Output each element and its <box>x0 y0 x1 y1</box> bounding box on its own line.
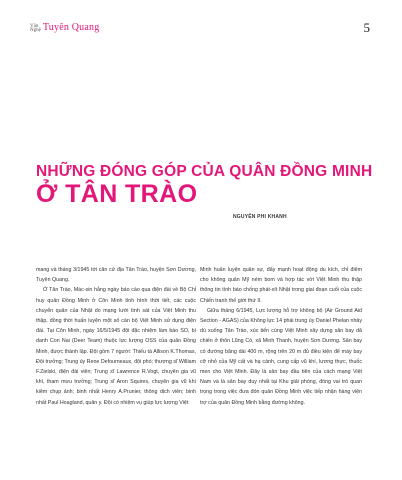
masthead <box>30 22 99 33</box>
article-title-line1: NHỮNG ĐÓNG GÓP CỦA QUÂN ĐỒNG MINH <box>36 163 373 180</box>
article-author: NGUYỄN PHI KHANH <box>233 214 287 220</box>
masthead-small-top: Văn <box>30 24 39 29</box>
masthead-small-text <box>30 25 41 33</box>
article-title-line2: Ở TÂN TRÀO <box>36 180 198 208</box>
paragraph: Ở Tân Trào, Mác-sin hằng ngày báo cáo qua điện đài về Bộ Chỉ huy quân Đồng Minh ở Côn Minh tình hình thời tiết, các cuộc chuyển quân của Nhật do mạng lưới tình sát của Việt Minh thu thập, đồng thời huấn luyện một số cán bộ Việt Minh sử dụng điện đài. Tại Côn Minh, ngày 16/5/1945 đội đặc nhiệm làm báo SO, bí danh Con Nai (Deer Team) thuộc lực lượng OSS của quân Đồng Minh, được thành lập. Đội gồm 7 người: Thiếu tá Allison K.Thomas, Đội trưởng; Trung úy Rene Defourneaux, đội phó; thượng sĩ William F.Zielski, điện đài viên; Trung sĩ Lawrence R.Vogt, chuyên gia vũ khí, tham mưu trưởng; Trung sĩ Aron Squires, chuyên gia vũ khí kiêm chụp ảnh; binh nhất Henry A.Prunier, thông dịch viên; binh nhất Paul Hoagland, quân y. Đội có nhiệm vụ giúp lực lượng Việt <box>36 287 196 406</box>
masthead-name: Tuyên Quang <box>42 22 100 33</box>
paragraph: Giữa tháng 6/1945, Lực lượng hỗ trợ không bộ (Air Ground Aid Section - AGAS) của Không lực 14 phái trung úy Daniel Phelan nhảy dù xuống Tân Trào, xúc tiến cùng Việt Minh xây dựng sân bay dã chiến ở thôn Lũng Cò, xã Minh Thanh, huyện Sơn Dương. Sân bay có đường băng dài 400 m, rộng trên 20 m đủ điều kiện để máy bay cỡ nhỏ của Mỹ cất và hạ cánh, cung cấp vũ khí, lương thực, thuốc men cho Việt Minh. Đây là sân bay đầu tiên của cách mạng Việt Nam và là sân bay duy nhất tại Khu giải phóng, đóng vai trò quan trọng trong việc đưa đón quân Đồng Minh việc tiếp nhận hàng viện trợ của quân Đồng Minh bằng đường không. <box>200 307 362 406</box>
page-number: 5 <box>363 20 370 35</box>
paragraph: mang và tháng 3/1945 tới căn cứ địa Tân Trào, huyện Sơn Dương, Tuyên Quang. <box>36 267 196 284</box>
right-column <box>200 265 362 408</box>
left-column <box>36 265 196 408</box>
masthead-small-bottom: Nghệ <box>30 28 41 33</box>
paragraph: Minh huấn luyện quân sự, đẩy mạnh hoạt động du kích, chỉ điểm cho không quân Mỹ ném bom và hợp tác với Việt Minh thu thập thông tin tình báo chống phát-xít Nhật trong giai đoạn cuối của cuộc Chiến tranh thế giới thứ II. <box>200 267 362 304</box>
